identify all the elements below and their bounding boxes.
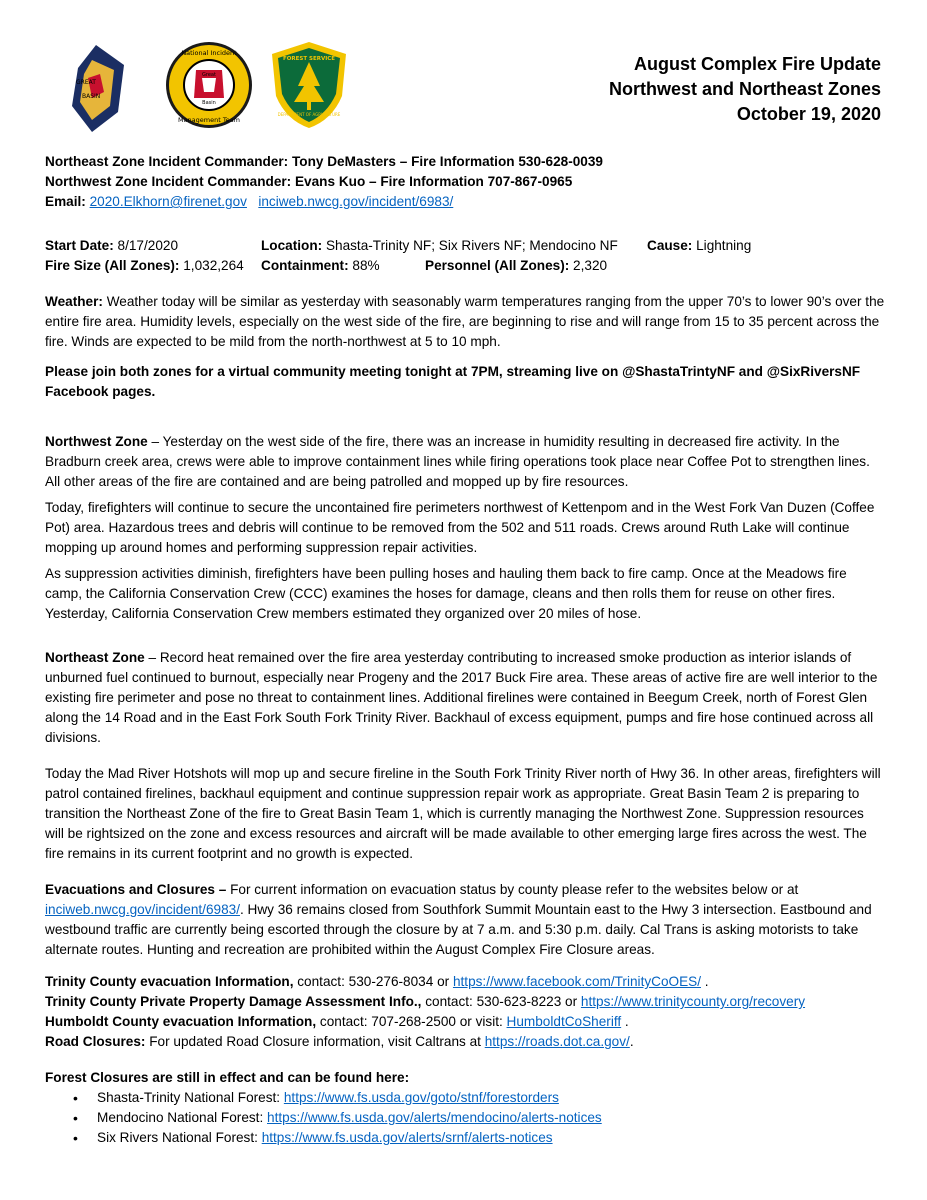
nimt-center-top: Great xyxy=(202,72,216,78)
start-label: Start Date: xyxy=(45,238,114,253)
trinity-facebook-link[interactable]: https://www.facebook.com/TrinityCoOES/ xyxy=(452,974,701,989)
email-link[interactable]: 2020.Elkhorn@firenet.gov xyxy=(89,194,247,209)
shasta-trinity-link[interactable]: https://www.fs.usda.gov/goto/stnf/forestorders xyxy=(283,1090,559,1105)
location-value: Shasta-Trinity NF; Six Rivers NF; Mendocino NF xyxy=(325,238,618,253)
county-info-text: contact: 707-268-2500 or visit: xyxy=(316,1014,507,1029)
email-label: Email: xyxy=(45,194,86,209)
northwest-p2: Today, firefighters will continue to secure the uncontained fire perimeters northwest of Kettenpom and in the West Fork Van Duzen (Coffee Pot) area. Hazardous trees and debris will continue to be removed from the 502 and 511 roads. Crews around Ruth Lake will continue mopping up around homes and performing suppression repair activities. xyxy=(45,500,875,555)
northwest-p1-text: – Yesterday on the west side of the fire, there was an increase in humidity resulting in decreased fire activity. In the Bradburn creek area, crews were able to improve containment lines while firing operations took place near Coffee Pot to strengthen lines. All other areas of the fire are contained and are being patrolled and mopped up by fire resources. xyxy=(45,434,870,489)
humboldt-sheriff-link[interactable]: HumboldtCoSheriff xyxy=(506,1014,622,1029)
list-item xyxy=(45,1108,885,1128)
evacuations-text2: . Hwy 36 remains closed from Southfork Summit Mountain east to the Hwy 3 intersection. Eastbound and westbound traffic are currently being escorted through the closure by at 7 a.m. and 5:30 p.m. daily. Cal Trans is asking motorists to take alternate routes. Hunting and recreation are prohibited within the August Complex Fire Closure areas. xyxy=(45,902,872,957)
personnel-value: 2,320 xyxy=(573,258,608,273)
trinity-recovery-link[interactable]: https://www.trinitycounty.org/recovery xyxy=(580,994,806,1009)
page-subtitle: Northwest and Northeast Zones xyxy=(608,79,881,99)
great-basin-bottom-text: BASIN xyxy=(82,93,101,100)
page-date: October 19, 2020 xyxy=(736,104,881,124)
northwest-p1 xyxy=(45,432,885,492)
county-info-list xyxy=(45,972,885,1052)
header xyxy=(609,52,881,127)
nimt-center-bottom: Basin xyxy=(202,100,216,106)
containment-label: Containment: xyxy=(261,258,349,273)
weather-text: Weather today will be similar as yesterday with seasonably warm temperatures ranging from the upper 70’s to lower 90’s over the entire fire area. Humidity levels, especially on the west side of the fire, are beginning to rise and will range from 15 to 35 percent across the fire. Winds are expected to be mild from the north-northwest at 5 to 10 mph. xyxy=(45,294,885,349)
forest-closures-list xyxy=(45,1088,885,1148)
forest-closures-heading: Forest Closures are still in effect and can be found here: xyxy=(45,1070,410,1085)
email-line xyxy=(45,192,885,212)
northwest-p3: As suppression activities diminish, firefighters have been pulling hoses and hauling them back to fire camp. Once at the Meadows fire camp, the California Conservation Crew (CCC) examines the hoses for damage, cleans and then rolls them for reuse on other fires. Yesterday, California Conservation Crew members estimated they organized over 20 miles of hose. xyxy=(45,566,847,621)
county-info-tail: . xyxy=(621,1014,629,1029)
county-info-item xyxy=(45,992,885,1012)
page-title: August Complex Fire Update xyxy=(633,54,881,74)
nw-commander: Northwest Zone Incident Commander: Evans Kuo – Fire Information 707-867-0965 xyxy=(45,174,573,189)
county-info-item xyxy=(45,1012,885,1032)
six-rivers-link[interactable]: https://www.fs.usda.gov/alerts/srnf/alerts-notices xyxy=(261,1130,553,1145)
forest-name: Shasta-Trinity National Forest: xyxy=(97,1090,284,1105)
northeast-p2: Today the Mad River Hotshots will mop up and secure fireline in the South Fork Trinity River north of Hwy 36. In other areas, firefighters will patrol contained firelines, backhaul equipment and continue suppression repair work as appropriate. Great Basin Team 2 is preparing to transition the Northeast Zone of the fire to Great Basin Team 1, which is currently managing the Northwest Zone. Suppression resources will be rightsized on the zone and excess resources and aircraft will be made available to other emerging large fires across the west. The fire remains in its current footprint and no growth is expected. xyxy=(45,766,881,861)
start-value: 8/17/2020 xyxy=(117,238,179,253)
county-info-text: contact: 530-623-8223 or xyxy=(421,994,581,1009)
ne-commander: Northeast Zone Incident Commander: Tony DeMasters – Fire Information 530-628-0039 xyxy=(45,154,603,169)
size-value: 1,032,264 xyxy=(183,258,244,273)
facts-row-2 xyxy=(45,256,885,276)
nimt-ring-top: National Incident xyxy=(181,49,237,57)
list-item xyxy=(45,1128,885,1148)
personnel-label: Personnel (All Zones): xyxy=(425,258,570,273)
county-info-tail: . xyxy=(701,974,709,989)
containment-value: 88% xyxy=(352,258,380,273)
cause-label: Cause: xyxy=(647,238,693,253)
northeast-p1 xyxy=(45,648,885,748)
county-info-item xyxy=(45,972,885,992)
forest-name: Mendocino National Forest: xyxy=(97,1110,268,1125)
evacuations-label: Evacuations and Closures – xyxy=(45,882,227,897)
nimt-ring-bottom: Management Team xyxy=(177,116,241,124)
forest-service-logo xyxy=(270,40,348,130)
caltrans-link[interactable]: https://roads.dot.ca.gov/ xyxy=(484,1034,630,1049)
weather-label: Weather: xyxy=(45,294,103,309)
county-info-tail: . xyxy=(629,1034,634,1049)
fs-top-text: FOREST SERVICE xyxy=(282,56,336,62)
county-info-text: contact: 530-276-8034 or xyxy=(293,974,453,989)
document-body xyxy=(45,152,885,1148)
northeast-p1-text: – Record heat remained over the fire area yesterday contributing to increased smoke production as interior islands of unburned fuel continued to burnout, especially near Progeny and the 2017 Buck Fire area. These areas of active fire are well interior to the existing fire perimeter and pose no threat to containment lines. Additional firelines were contained in Beegum Creek, north of Forest Glen along the 14 Road and in the East Fork South Fork Trinity River. Backhaul of excess equipment, pumps and fire hose continued across all divisions. xyxy=(45,650,878,745)
cause-value: Lightning xyxy=(696,238,752,253)
meeting-notice: Please join both zones for a virtual community meeting tonight at 7PM, streaming live on @ShastaTrintyNF and @SixRiversNF Facebook pages. xyxy=(45,364,861,399)
northwest-label: Northwest Zone xyxy=(45,434,148,449)
great-basin-top-text: GREAT xyxy=(76,79,96,86)
county-info-label: Road Closures: xyxy=(45,1034,146,1049)
weather-paragraph xyxy=(45,292,885,352)
logos xyxy=(66,40,341,140)
location-label: Location: xyxy=(261,238,323,253)
size-label: Fire Size (All Zones): xyxy=(45,258,180,273)
forest-name: Six Rivers National Forest: xyxy=(97,1130,262,1145)
county-info-label: Trinity County Private Property Damage Assessment Info., xyxy=(45,994,422,1009)
evacuations-paragraph xyxy=(45,880,885,960)
county-info-label: Humboldt County evacuation Information, xyxy=(45,1014,317,1029)
list-item xyxy=(45,1088,885,1108)
inciweb-link[interactable]: inciweb.nwcg.gov/incident/6983/ xyxy=(258,194,454,209)
evacuations-text1: For current information on evacuation status by county please refer to the websites below or at xyxy=(226,882,799,897)
county-info-text: For updated Road Closure information, visit Caltrans at xyxy=(145,1034,485,1049)
nimt-logo xyxy=(164,40,254,130)
fs-bottom-text: DEPARTMENT OF AGRICULTURE xyxy=(277,112,341,117)
facts-row-1 xyxy=(45,236,885,256)
mendocino-link[interactable]: https://www.fs.usda.gov/alerts/mendocino/alerts-notices xyxy=(267,1110,602,1125)
county-info-label: Trinity County evacuation Information, xyxy=(45,974,294,989)
northeast-label: Northeast Zone xyxy=(45,650,145,665)
evacuations-inciweb-link[interactable]: inciweb.nwcg.gov/incident/6983/ xyxy=(45,902,240,917)
county-info-item xyxy=(45,1032,885,1052)
